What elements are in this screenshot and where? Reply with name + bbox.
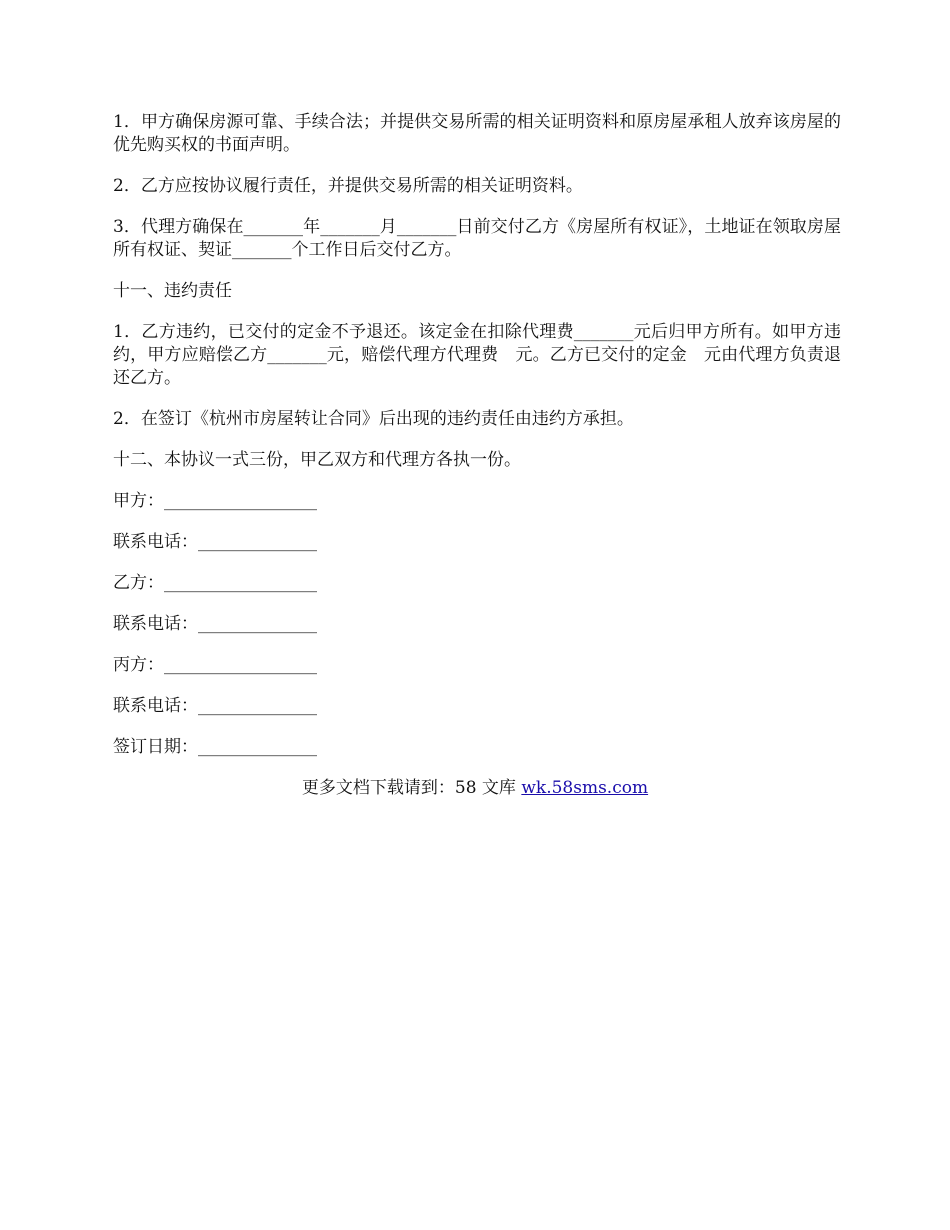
clause-10-3: 3．代理方确保在_______年_______月_______日前交付乙方《房屋所有权证》，土地证在领取房屋所有权证、契证_______个工作日后交付乙方。 (113, 217, 841, 260)
footer (0, 777, 950, 800)
clause-11-2: 2．在签订《杭州市房屋转让合同》后出现的违约责任由违约方承担。 (113, 409, 634, 429)
party-b-phone-line: 联系电话：______________ (113, 614, 317, 634)
section-twelve-title: 十二、本协议一式三份，甲乙双方和代理方各执一份。 (113, 450, 521, 470)
clause-11-1: 1．乙方违约，已交付的定金不予退还。该定金在扣除代理费_______元后归甲方所有。如甲方违约，甲方应赔偿乙方_______元，赔偿代理方代理费 元。乙方已交付的定金 元由代理方负责退还乙方。 (113, 322, 841, 388)
party-c-phone-line: 联系电话：______________ (113, 696, 317, 716)
section-eleven-title: 十一、违约责任 (113, 281, 232, 301)
clause-10-2: 2．乙方应按协议履行责任，并提供交易所需的相关证明资料。 (113, 176, 583, 196)
party-a-line: 甲方：__________________ (113, 491, 317, 511)
clause-10-1: 1．甲方确保房源可靠、手续合法；并提供交易所需的相关证明资料和原房屋承租人放弃该房屋的优先购买权的书面声明。 (113, 112, 841, 155)
signing-date-line: 签订日期：______________ (113, 737, 317, 757)
document-body (113, 111, 841, 777)
footer-text: 更多文档下载请到：58 文库 (301, 778, 522, 798)
party-b-line: 乙方：__________________ (113, 573, 317, 593)
party-a-phone-line: 联系电话：______________ (113, 532, 317, 552)
party-c-line: 丙方：__________________ (113, 655, 317, 675)
footer-link[interactable]: wk.58sms.com (521, 778, 649, 798)
